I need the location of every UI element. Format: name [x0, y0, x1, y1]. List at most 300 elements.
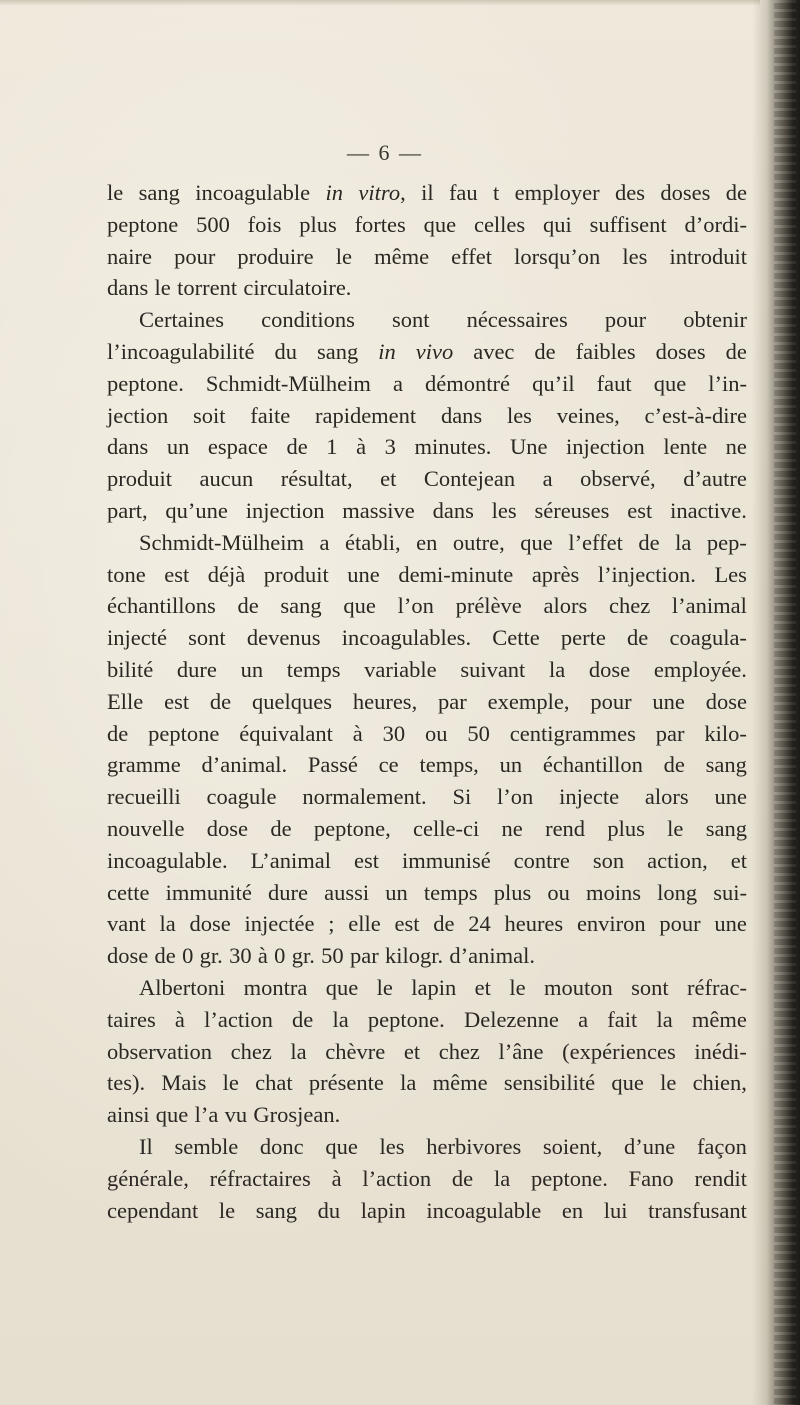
word: injecte [559, 784, 620, 810]
word: d’autre [683, 466, 747, 492]
word: veines, [556, 402, 620, 428]
word: le [154, 275, 171, 301]
word: Il [139, 1133, 153, 1159]
text-line [107, 400, 747, 432]
word: nécessaires [466, 307, 568, 333]
word: coagula- [669, 625, 747, 651]
word: environ [576, 911, 646, 937]
text-line [107, 813, 747, 845]
word: plus [299, 211, 337, 237]
word: d’ordi- [684, 211, 747, 237]
word: Grosjean. [253, 1102, 341, 1128]
word: donc [259, 1133, 304, 1159]
text-line [107, 463, 747, 495]
text-line [107, 845, 747, 877]
word: devenus [246, 625, 321, 651]
word: de [725, 338, 747, 364]
word: sang [705, 815, 747, 841]
word: employer [514, 180, 600, 205]
word: a [542, 466, 553, 492]
word: de [154, 943, 176, 969]
word: fois [247, 211, 282, 237]
word: centigrammes [509, 720, 636, 746]
word: action, [647, 847, 708, 873]
page-number: — 6 — [347, 140, 423, 165]
word: peptone. [531, 1165, 608, 1191]
word: taires [107, 1006, 156, 1032]
word: de [725, 180, 747, 205]
word: même [374, 243, 430, 269]
word: peptone. [107, 370, 184, 396]
word: de [209, 688, 232, 714]
word: employée. [653, 656, 747, 682]
word: de [237, 593, 259, 619]
word: ou [547, 879, 570, 905]
word: à [331, 1165, 342, 1191]
text-line [107, 686, 747, 718]
text-line [107, 590, 747, 622]
word: nouvelle [107, 815, 185, 841]
word: normalement. [302, 784, 427, 810]
text-line [107, 1036, 747, 1068]
word: de [107, 720, 129, 746]
word: le [667, 815, 684, 841]
word: sont [391, 307, 430, 333]
text-line [107, 304, 747, 336]
word: plus [493, 879, 532, 905]
word: fait [607, 1006, 638, 1032]
word: alors [644, 784, 689, 810]
text-line [107, 972, 747, 1004]
word: aucun [199, 466, 254, 492]
word: Albertoni [139, 974, 226, 1000]
word: lapin [360, 1197, 406, 1223]
word: dose [107, 943, 149, 969]
word: sang [316, 338, 359, 364]
word: le [509, 974, 526, 1000]
word: à [174, 1006, 185, 1032]
text-line [107, 1195, 747, 1227]
word: in [378, 338, 396, 364]
text-line [107, 495, 747, 527]
page-top-edge [0, 0, 760, 6]
word: que [343, 593, 376, 619]
word: naire [107, 243, 152, 269]
word: est [164, 561, 190, 587]
word: injection [566, 434, 645, 460]
word: faut [596, 370, 632, 396]
text-line [107, 209, 747, 241]
word: même [432, 1070, 488, 1096]
word: 30 [229, 943, 252, 969]
word: que [611, 1070, 644, 1096]
word: injectée [244, 911, 315, 937]
word: lente [663, 434, 708, 460]
word: échantillon [542, 752, 643, 778]
word: la [675, 529, 692, 555]
word: jection [107, 402, 169, 428]
word: que [325, 1133, 358, 1159]
word: la [548, 656, 566, 682]
word: circulatoire. [243, 275, 352, 301]
word: dose [189, 911, 231, 937]
word: les [622, 243, 648, 269]
word: la [656, 1006, 673, 1032]
word: dans [432, 497, 474, 523]
word: qu’il [532, 370, 575, 396]
word: l’a [194, 1102, 219, 1128]
word: lui [603, 1197, 628, 1223]
word: pour [174, 243, 216, 269]
word: injecté [107, 625, 167, 651]
text-line [107, 241, 747, 273]
word: vant [107, 911, 146, 937]
word: massive [342, 497, 415, 523]
text-line [107, 559, 747, 591]
word: a [319, 529, 330, 555]
word: incoagulable [195, 180, 311, 205]
text-line [107, 749, 747, 781]
word: Schmidt-Mülheim [205, 370, 371, 396]
word: lorsqu’on [514, 243, 601, 269]
word: le [660, 1070, 677, 1096]
word: l’in- [708, 370, 747, 396]
word: peptone [107, 211, 179, 237]
word: incoagulable. [107, 847, 228, 873]
word: alors [543, 593, 588, 619]
word: pour [604, 307, 647, 333]
word: rendit [694, 1165, 747, 1191]
word: recueilli [107, 784, 181, 810]
word: in [325, 180, 344, 205]
word: dans [107, 434, 149, 460]
word: est [353, 847, 379, 873]
word: par [349, 943, 379, 969]
word: il [421, 180, 434, 205]
word: l’action [362, 1165, 432, 1191]
word: produire [237, 243, 314, 269]
word: l’incoagulabilité [107, 338, 255, 364]
word: par [655, 720, 685, 746]
word: Cette [492, 625, 540, 651]
word: rapidement [314, 402, 417, 428]
word: ne [725, 434, 747, 460]
word: est [627, 497, 653, 523]
word: Fano [628, 1165, 674, 1191]
word: même [691, 1006, 747, 1032]
word: dure [176, 656, 217, 682]
word: la [332, 1006, 349, 1032]
word: le [335, 243, 352, 269]
word: rend [545, 815, 586, 841]
word: et [730, 847, 747, 873]
word: dose [206, 815, 249, 841]
word: déjà [207, 561, 246, 587]
word: à [257, 943, 268, 969]
word: chèvre [325, 1038, 386, 1064]
word: la [493, 1165, 511, 1191]
word: aussi [324, 879, 370, 905]
word: injection [245, 497, 325, 523]
word: dure [267, 879, 308, 905]
word: quelques [252, 688, 332, 714]
word: 50 [467, 720, 490, 746]
word: et [474, 974, 491, 1000]
word: Une [509, 434, 548, 460]
word: l’injection. [597, 561, 696, 587]
word: les [491, 497, 517, 523]
word: générale, [107, 1165, 189, 1191]
word: Schmidt-Mülheim [139, 529, 304, 555]
word: présente [308, 1070, 384, 1096]
word: le [107, 180, 124, 205]
word: d’une [624, 1133, 676, 1159]
word: gr. [199, 943, 223, 969]
word: outre, [452, 529, 505, 555]
word: chien, [692, 1070, 747, 1096]
word: démontré [425, 370, 511, 396]
word: montra [243, 974, 308, 1000]
word: façon [696, 1133, 747, 1159]
word: chez [608, 593, 651, 619]
text-line [107, 781, 747, 813]
word: échantillons [107, 593, 216, 619]
word: sang [138, 180, 180, 205]
word: chat [255, 1070, 293, 1096]
word: un [240, 656, 264, 682]
word: 24 [468, 911, 491, 937]
word: Passé [307, 752, 358, 778]
word: Certaines [139, 307, 224, 333]
word: demi-minute [398, 561, 514, 587]
word: temps, [419, 752, 479, 778]
word: gr. [291, 943, 315, 969]
word: pour [590, 688, 632, 714]
word: de [292, 1006, 314, 1032]
word: du [274, 338, 297, 364]
word: sont [188, 625, 226, 651]
word: qui [543, 211, 572, 237]
word: établi, [345, 529, 401, 555]
word: lapin [411, 974, 457, 1000]
word: Delezenne [463, 1006, 559, 1032]
word: incoagulables. [341, 625, 472, 651]
word: exemple, [487, 688, 570, 714]
word: d’animal. [201, 752, 288, 778]
text-line [107, 877, 747, 909]
word: inactive. [670, 497, 747, 523]
word: peptone [148, 720, 220, 746]
word: sont [631, 974, 669, 1000]
word: du [317, 1197, 341, 1223]
word: un [499, 752, 523, 778]
word: espace [207, 434, 268, 460]
word: temps [423, 879, 478, 905]
text-line [107, 177, 747, 209]
word: variable [364, 656, 437, 682]
text-line [107, 622, 747, 654]
word: que [423, 211, 457, 237]
text-line [107, 336, 747, 368]
word: que [325, 974, 359, 1000]
word: des [614, 180, 645, 205]
word: 30 [382, 720, 406, 746]
word: long [657, 879, 698, 905]
word: soient, [542, 1133, 603, 1159]
word: c’est-à-dire [644, 402, 747, 428]
text-line [107, 718, 747, 750]
word: l’âne [498, 1038, 544, 1064]
word: torrent [177, 275, 238, 301]
word: 0 [182, 943, 194, 969]
word: faibles [575, 338, 636, 364]
word: kilo- [704, 720, 747, 746]
word: heures [504, 911, 564, 937]
word: le [376, 974, 393, 1000]
word: l’action [204, 1006, 273, 1032]
word: la [159, 911, 176, 937]
word: (expériences [562, 1038, 676, 1064]
word: une [347, 561, 380, 587]
text-line [107, 431, 747, 463]
word: par [438, 688, 467, 714]
word: de [627, 625, 649, 651]
word: vitro, [358, 180, 406, 205]
word: que [520, 529, 553, 555]
word: que [155, 1102, 189, 1128]
word: immunisé [401, 847, 491, 873]
word: résultat, [280, 466, 353, 492]
word: sang [705, 752, 747, 778]
word: obtenir [683, 307, 747, 333]
text-line [107, 1163, 747, 1195]
word: de [433, 911, 455, 937]
word: 3 [384, 434, 396, 460]
word: sensibilité [503, 1070, 596, 1096]
word: peptone. [367, 1006, 445, 1032]
word: ce [378, 752, 399, 778]
word: introduit [669, 243, 747, 269]
word: produit [263, 561, 329, 587]
word: peptone, [313, 815, 391, 841]
word: Mais [161, 1070, 207, 1096]
word: doses [660, 180, 711, 205]
word: avec [473, 338, 515, 364]
word: une [652, 688, 685, 714]
word: 500 [196, 211, 230, 237]
word: transfusant [648, 1197, 747, 1223]
text-line [107, 1099, 747, 1131]
word: que [653, 370, 687, 396]
text-line [107, 908, 747, 940]
word: Si [452, 784, 472, 810]
word: en [416, 529, 438, 555]
word: fau [448, 180, 478, 205]
word: de [663, 752, 685, 778]
text-line [107, 1067, 747, 1099]
text-line [107, 527, 747, 559]
word: kilogr. [384, 943, 444, 969]
text-line [107, 1004, 747, 1036]
word: t [493, 180, 500, 205]
word: temps [286, 656, 341, 682]
word: a [578, 1006, 589, 1032]
word: de [638, 529, 660, 555]
word: ainsi [107, 1102, 150, 1128]
word: de [270, 815, 292, 841]
text-line [107, 940, 747, 972]
word: et [380, 466, 397, 492]
word: part, [107, 497, 148, 523]
word: de [534, 338, 556, 364]
word: observation [107, 1038, 212, 1064]
word: sang [255, 1197, 297, 1223]
word: minutes. [414, 434, 492, 460]
word: plus [607, 815, 645, 841]
word: suffisent [589, 211, 667, 237]
word: Les [714, 561, 747, 587]
word: dans [440, 402, 483, 428]
word: ne [501, 815, 523, 841]
word: observé, [580, 466, 656, 492]
word: moins [585, 879, 641, 905]
word: cependant [107, 1197, 199, 1223]
word: fortes [354, 211, 406, 237]
word: et [403, 1038, 421, 1064]
word: semble [174, 1133, 239, 1159]
word: l’on [397, 593, 434, 619]
word: sang [280, 593, 322, 619]
word: sui- [713, 879, 747, 905]
word: immunité [165, 879, 252, 905]
word: de [451, 1165, 474, 1191]
word: l’on [497, 784, 534, 810]
text-line [107, 1131, 747, 1163]
word: L’animal [250, 847, 331, 873]
word: pour [659, 911, 701, 937]
word: la [400, 1070, 417, 1096]
word: vu [224, 1102, 248, 1128]
word: dose [588, 656, 631, 682]
word: gramme [107, 752, 181, 778]
word: les [379, 1133, 405, 1159]
word: inédi- [694, 1038, 747, 1064]
word: l’effet [568, 529, 623, 555]
word: soit [192, 402, 226, 428]
word: équivalant [239, 720, 333, 746]
word: coagule [206, 784, 277, 810]
word: mouton [543, 974, 613, 1000]
word: suivant [460, 656, 526, 682]
word: chez [230, 1038, 272, 1064]
word: elle [348, 911, 381, 937]
word: à [352, 720, 363, 746]
body-text [107, 177, 747, 1226]
word: les [506, 402, 532, 428]
word: après [531, 561, 580, 587]
word: effet [451, 243, 492, 269]
word: tes). [107, 1070, 146, 1096]
word: tone [107, 561, 146, 587]
word: prélève [455, 593, 522, 619]
binding-texture [774, 0, 796, 1405]
word: réfractaires [209, 1165, 311, 1191]
word: faite [250, 402, 291, 428]
word: ou [425, 720, 448, 746]
word: dose [705, 688, 747, 714]
word: 0 [274, 943, 286, 969]
text-line [107, 654, 747, 686]
